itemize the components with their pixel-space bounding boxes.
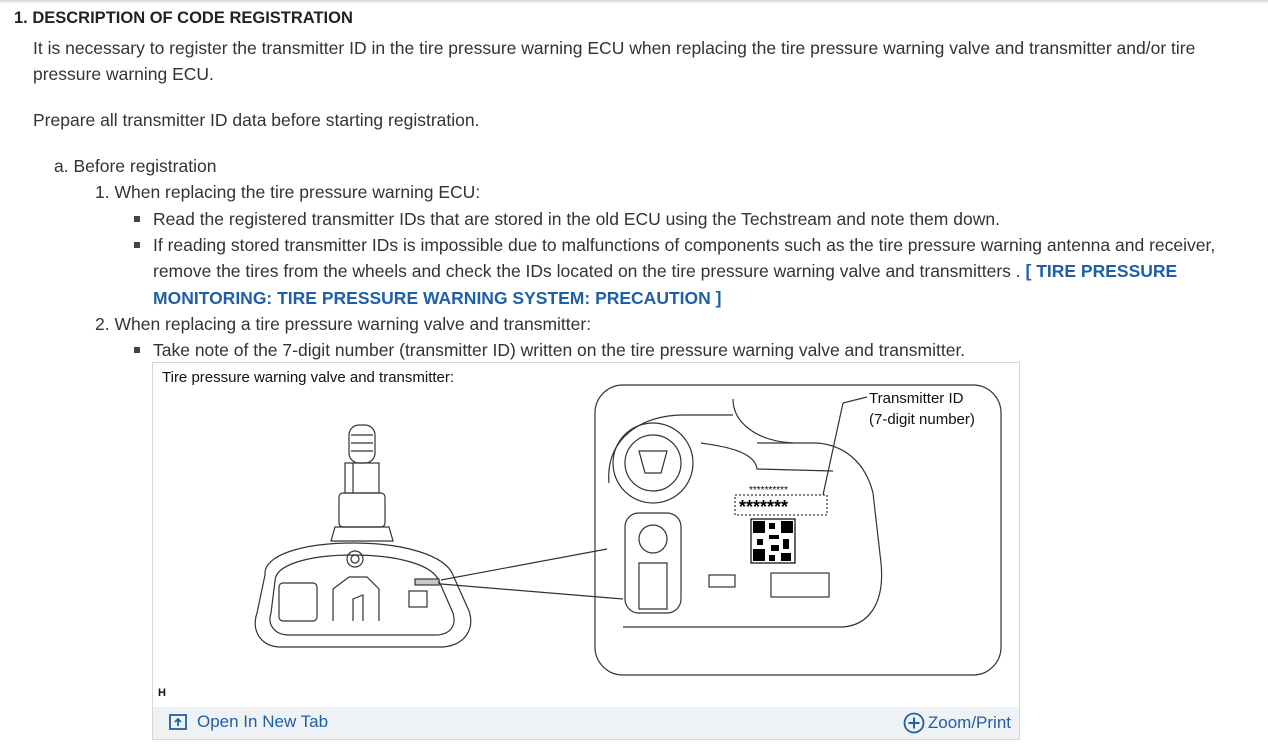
transmitter-id-sublabel: (7-digit number) [869,411,975,428]
figure-corner-mark: H [158,687,166,699]
section-heading: 1. DESCRIPTION OF CODE REGISTRATION [14,9,353,27]
bullet-1: Read the registered transmitter IDs that are stored in the old ECU using the Techstream and note them down. [153,209,1000,229]
qr-code-icon [751,519,795,563]
step-1: 1. When replacing the tire pressure warning ECU: [95,182,481,202]
zoom-print-button[interactable] [903,712,1011,734]
bullet-marker [134,242,140,248]
open-in-new-tab-label: Open In New Tab [197,712,329,731]
id-label-small [415,579,439,585]
zoom-box [595,385,1001,675]
precaution-link-part-1[interactable]: [ TIRE PRESSURE [1025,261,1178,281]
bullet-2-line-1: If reading stored transmitter IDs is impossible due to malfunctions of components such as the tire pressure warning antenna and receiver, [153,235,1216,255]
open-tab-icon [169,714,187,730]
figure-panel [152,362,1020,740]
precaution-link-part-2[interactable]: MONITORING: TIRE PRESSURE WARNING SYSTEM: PRECAUTION ] [153,288,722,308]
step-2: 2. When replacing a tire pressure warning valve and transmitter: [95,314,592,334]
valve-stem [345,463,379,493]
transmitter-id-large: ******* [739,497,789,517]
open-in-new-tab-button[interactable] [169,712,328,732]
transmitter-id-small: ********** [749,485,788,496]
zoom-plus-icon [903,712,925,734]
transmitter-id-label: Transmitter ID [869,390,964,407]
bullet-2-text: remove the tires from the wheels and check the IDs located on the tire pressure warning valve and transmitters . [153,261,1021,281]
transmitter-illustration [153,363,1019,739]
paragraph-1-line-1: It is necessary to register the transmitter ID in the tire pressure warning ECU when replacing the tire pressure warning valve and transmitter and/or tire [33,38,1196,58]
bullet-3: Take note of the 7-digit number (transmitter ID) written on the tire pressure warning valve and transmitter. [153,340,966,360]
callout-line [823,397,867,495]
valve-cap [349,425,375,463]
bullet-2-line-2 [153,258,1177,284]
figure-toolbar [153,707,1019,739]
top-shadow [0,0,1268,4]
paragraph-2: Prepare all transmitter ID data before starting registration. [33,110,480,130]
bullet-marker [134,347,140,353]
step-a: a. Before registration [54,156,217,176]
zoom-print-label: Zoom/Print [927,713,1011,732]
bullet-marker [134,216,140,222]
figure-caption: Tire pressure warning valve and transmitter: [162,369,455,386]
paragraph-1-line-2: pressure warning ECU. [33,64,214,84]
